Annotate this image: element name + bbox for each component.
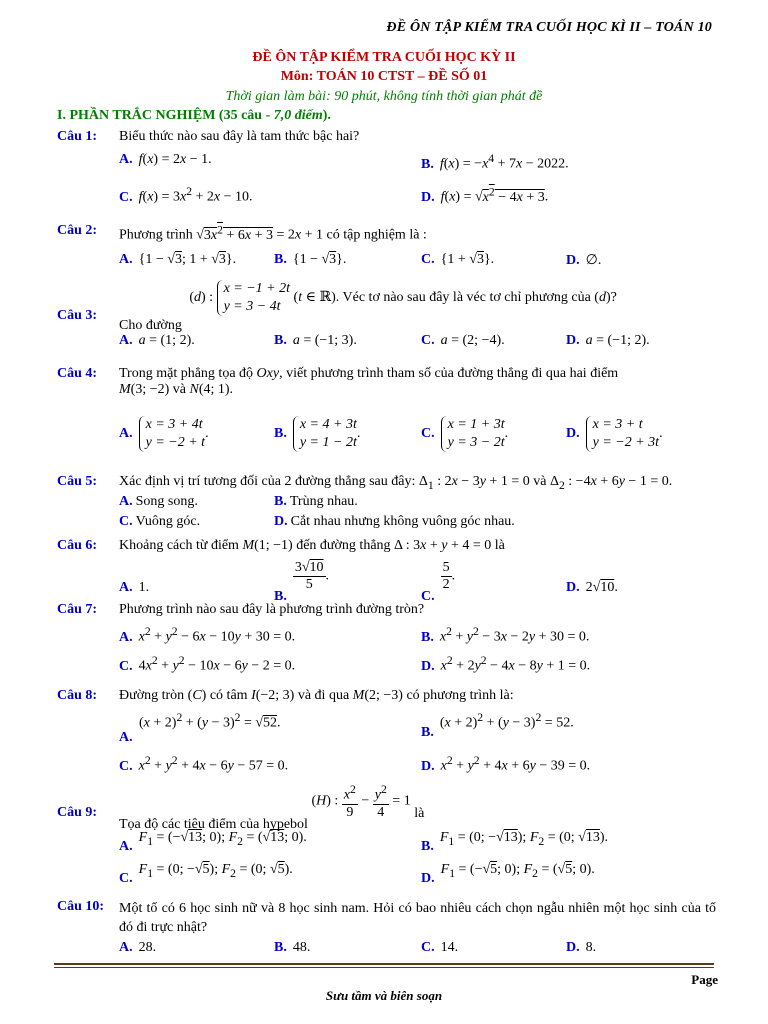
question-label: Câu 1: bbox=[57, 129, 98, 144]
question-text: Biểu thức nào sau đây là tam thức bậc hai? bbox=[119, 129, 360, 144]
option-a-expr: $(x + 2)^2 + (y - 3)^2 = √52$. bbox=[139, 711, 281, 731]
option-a: A. Song song. bbox=[119, 494, 198, 509]
option-c: C. {1 + √3}. bbox=[421, 252, 495, 267]
option-d: D.x = 3 + t y = −2 + 3t. bbox=[566, 417, 663, 450]
page-header: ĐỀ ÔN TẬP KIỂM TRA CUỐI HỌC KÌ II – TOÁN 10 bbox=[386, 20, 712, 35]
question-text: Phương trình nào sau đây là phương trình đường tròn? bbox=[119, 602, 425, 617]
option-c: C.x = 1 + 3t y = 3 − 2t. bbox=[421, 417, 509, 450]
question-label: Câu 2: bbox=[57, 223, 98, 238]
option-a: A. f(x) = 2x − 1. bbox=[119, 152, 212, 167]
option-b: B. $f(x) = -x^4 + 7x - 2022$. bbox=[421, 152, 569, 172]
option-d: $D.F_1 = (-√5$; 0); $F_2 = (√5$; 0). bbox=[421, 862, 595, 886]
option-b: B. $\frac{3√10}{5}$ . bbox=[274, 560, 330, 604]
question-label: Câu 10: bbox=[57, 899, 105, 914]
exam-title: ĐỀ ÔN TẬP KIỂM TRA CUỐI HỌC KỲ II bbox=[252, 50, 516, 65]
option-c: $C.F_1 = (0$; −√5); $F_2 = (0$; √5). bbox=[119, 862, 293, 886]
option-c: C. a = (2; −4). bbox=[421, 333, 505, 348]
option-d: D. ∅. bbox=[566, 253, 602, 268]
question-label: Câu 5: bbox=[57, 474, 98, 489]
option-a: A. 28. bbox=[119, 940, 157, 955]
option-b: $B.F_1 = (0$; −√13); $F_2 = (0$; √13). bbox=[421, 830, 609, 854]
option-c: C. $x^2 + y^2 + 4x - 6y - 57 = 0$. bbox=[119, 754, 289, 774]
question-label: Câu 7: bbox=[57, 602, 98, 617]
question-text: Một tổ có 6 học sinh nữ và 8 học sinh nam. Hỏi có bao nhiêu cách chọn ngẫu nhiên một học sinh của tổ đó đi trực nhật? bbox=[119, 901, 716, 935]
footer-divider bbox=[54, 963, 714, 965]
option-d: D. 2√10. bbox=[566, 580, 618, 595]
question-text: Trong mặt phẳng tọa độ Oxy, viết phương trình tham số của đường thẳng đi qua hai điểm M(3; −2) và N(4; 1). bbox=[119, 366, 619, 397]
option-a: $A.F_1 = (-√13$; 0); $F_2 = (√13$; 0). bbox=[119, 830, 307, 854]
option-a: A. {1 − √3; 1 + √3}. bbox=[119, 252, 237, 267]
option-b: B. 48. bbox=[274, 940, 311, 955]
option-d: D. Cắt nhau nhưng không vuông góc nhau. bbox=[274, 514, 515, 529]
option-b: B. $x^2 + y^2 - 3x - 2y + 30 = 0$. bbox=[421, 625, 590, 645]
option-b: B.x = 4 + 3t y = 1 − 2t. bbox=[274, 417, 361, 450]
exam-subject: Môn: TOÁN 10 CTST – ĐỀ SỐ 01 bbox=[280, 69, 488, 84]
option-c: C. Vuông góc. bbox=[119, 514, 201, 529]
option-d: D. $x^2 + 2y^2 - 4x - 8y + 1 = 0$. bbox=[421, 654, 591, 674]
option-b: B. {1 − √3}. bbox=[274, 252, 347, 267]
option-c: C. 14. bbox=[421, 940, 459, 955]
option-c: C. $4x^2 + y^2 - 10x - 6y - 2 = 0$. bbox=[119, 654, 296, 674]
page-label: Page bbox=[691, 972, 718, 987]
question-label: Câu 6: bbox=[57, 538, 98, 553]
footer-divider-thin bbox=[54, 967, 714, 968]
question-text: Khoảng cách từ điểm M(1; −1) đến đường thẳng Δ : 3x + y + 4 = 0 là bbox=[119, 538, 505, 553]
option-b: $B.(x + 2)^2 + (y - 3)^2 = 52$. bbox=[421, 711, 574, 740]
exam-time: Thời gian làm bài: 90 phút, không tính thời gian phát đề bbox=[225, 89, 543, 104]
question-label: Câu 8: bbox=[57, 688, 98, 703]
option-d: D. $x^2 + y^2 + 4x + 6y - 39 = 0$. bbox=[421, 754, 591, 774]
option-d: D. $f(x) = √x^2 - 4x + 3$. bbox=[421, 185, 549, 205]
question-text: Cho đường (d) : x = −1 + 2t y = 3 − 4t (t ∈ ℝ). Véc tơ nào sau đây là véc tơ chỉ phương của (d)? bbox=[119, 281, 617, 334]
option-b: B. Trùng nhau. bbox=[274, 494, 358, 509]
option-a: A. 1. bbox=[119, 580, 150, 595]
option-d: D. a = (−1; 2). bbox=[566, 333, 650, 348]
question-label: Câu 3: bbox=[57, 308, 98, 323]
option-a: A. bbox=[119, 730, 133, 745]
option-d: D. 8. bbox=[566, 940, 597, 955]
question-text: Phương trình $√3x^2 + 6x + 3 = 2x + 1$ có tập nghiệm là : bbox=[119, 223, 427, 243]
question-label: Câu 4: bbox=[57, 366, 98, 381]
option-a: A. a = (1; 2). bbox=[119, 333, 195, 348]
option-a: A.x = 3 + 4t y = −2 + t. bbox=[119, 417, 209, 450]
option-b: B. a = (−1; 3). bbox=[274, 333, 357, 348]
section-heading: I. PHẦN TRẮC NGHIỆM (35 câu - 7,0 điểm). bbox=[57, 108, 331, 123]
question-text: Xác định vị trí tương đối của 2 đường thẳng sau đây: $\Delta_1$ : 2x − 3y + 1 = 0 và $\Delta_2$ : −4x + 6y − 1 = 0. bbox=[119, 474, 673, 492]
option-c: C. $f(x) = 3x^2 + 2x - 10$. bbox=[119, 185, 253, 205]
question-text: Tọa độ các tiêu điểm của hypebol (H) : $\frac{x^2}{9}$ − $\frac{y^2}{4}$ = 1 là bbox=[119, 783, 425, 832]
footer-source: Sưu tầm và biên soạn bbox=[325, 988, 443, 1003]
question-text: Đường tròn (C) có tâm I(−2; 3) và đi qua M(2; −3) có phương trình là: bbox=[119, 688, 514, 703]
option-a: A. $x^2 + y^2 - 6x - 10y + 30 = 0$. bbox=[119, 625, 296, 645]
option-c: C. $\frac{5}{2}$ . bbox=[421, 560, 456, 604]
question-label: Câu 9: bbox=[57, 805, 98, 820]
